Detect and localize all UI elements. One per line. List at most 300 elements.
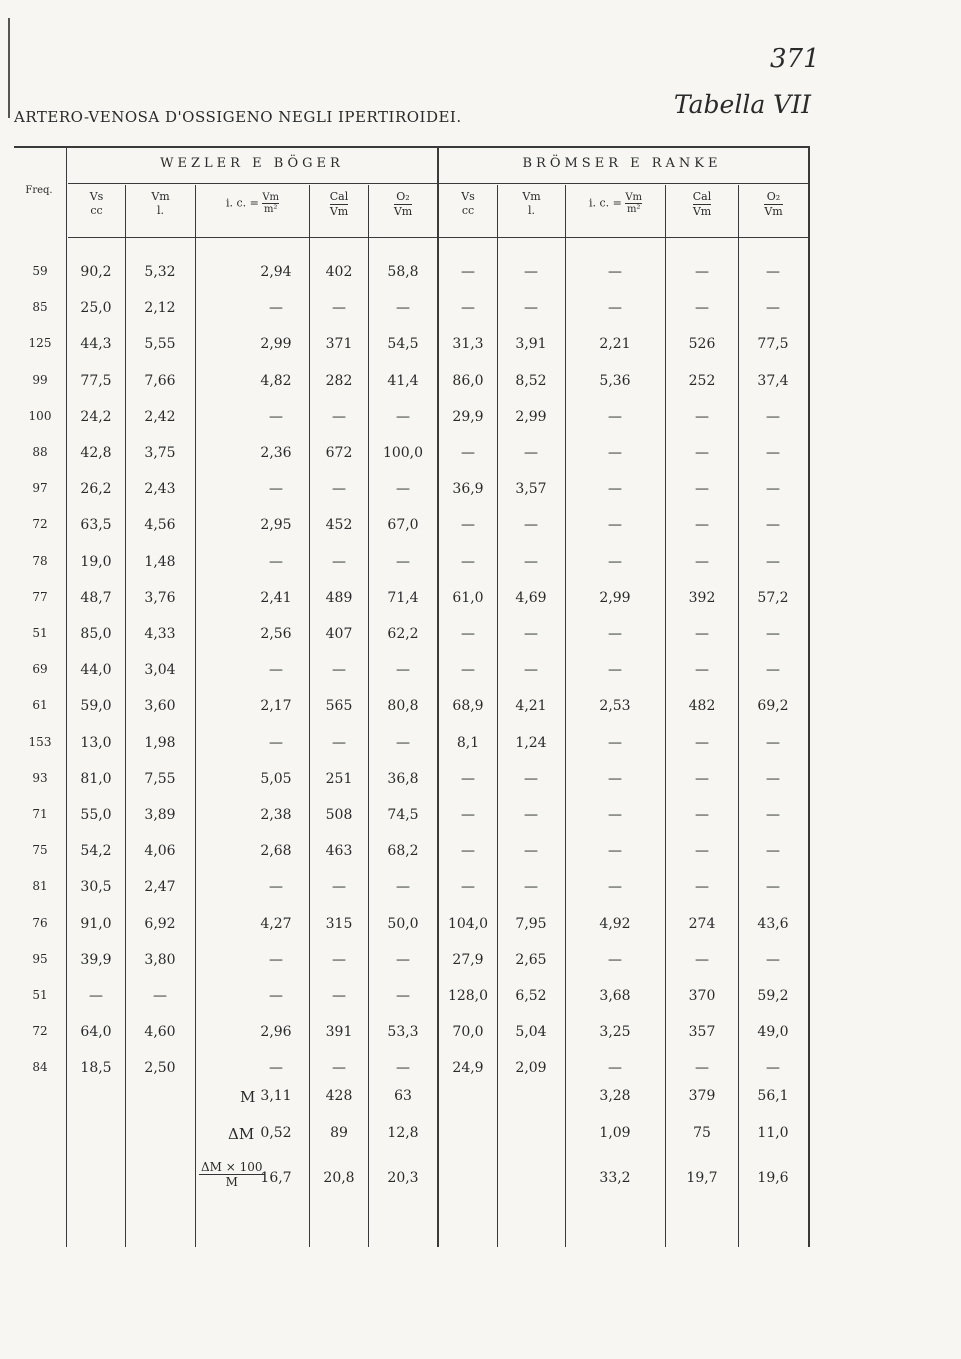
table-cell: 24,9 bbox=[452, 1060, 484, 1077]
col-head-label: Vs bbox=[461, 190, 475, 203]
col-head-unit: Vm bbox=[329, 205, 349, 218]
table-cell: — bbox=[269, 1060, 283, 1077]
table-cell: 370 bbox=[688, 988, 716, 1004]
table-cell: — bbox=[269, 553, 283, 570]
summary-m-label: M bbox=[240, 1088, 256, 1106]
col-head-unit: Vm bbox=[692, 205, 712, 218]
col-head-vs-bromser bbox=[439, 190, 497, 218]
row-freq-cell: 99 bbox=[32, 372, 48, 387]
table-cell: — bbox=[461, 879, 475, 896]
table-cell: 1,98 bbox=[144, 734, 176, 751]
col-head-ic-wezler bbox=[196, 192, 309, 215]
table-cell: 2,94 bbox=[260, 264, 292, 280]
table-cell: — bbox=[332, 481, 346, 498]
table-cell: 2,53 bbox=[599, 698, 631, 715]
row-freq-cell: 125 bbox=[28, 336, 52, 351]
row-freq-cell: 71 bbox=[32, 807, 48, 821]
col-head-o2-wezler bbox=[369, 190, 437, 219]
table-cell: 2,41 bbox=[260, 589, 292, 606]
col-head-ic-fraction bbox=[262, 192, 279, 215]
table-cell: — bbox=[396, 951, 410, 968]
row-freq-cell: 77 bbox=[32, 589, 48, 604]
table-cell: 67,0 bbox=[387, 517, 419, 534]
table-cell: 3,80 bbox=[144, 951, 176, 968]
row-freq-cell: 81 bbox=[32, 879, 48, 894]
table-cell: 4,69 bbox=[515, 589, 547, 606]
scan-edge-mark bbox=[8, 18, 10, 118]
table-cell: — bbox=[766, 843, 780, 860]
table-cell: — bbox=[695, 734, 709, 751]
table-cell: — bbox=[461, 662, 475, 679]
table-cell: — bbox=[766, 445, 780, 461]
table-cell: 36,9 bbox=[452, 481, 484, 498]
table-cell: — bbox=[269, 481, 283, 498]
table-cell: 274 bbox=[688, 915, 716, 932]
table-cell: 3,60 bbox=[144, 698, 176, 715]
table-cell: 2,95 bbox=[260, 517, 292, 534]
summary-ratio-cell: 19,6 bbox=[757, 1170, 789, 1186]
table-cell: 49,0 bbox=[757, 1024, 789, 1041]
table-cell: — bbox=[695, 626, 709, 642]
table-cell: — bbox=[396, 879, 410, 896]
table-cell: — bbox=[332, 988, 346, 1004]
table-cell: — bbox=[461, 264, 475, 280]
table-cell: — bbox=[695, 879, 709, 896]
table-label: Tabella VII bbox=[673, 90, 811, 119]
col-head-ic-prefix: i. c. = bbox=[588, 196, 622, 210]
table-cell: 36,8 bbox=[387, 770, 419, 787]
table-cell: 5,05 bbox=[260, 770, 292, 787]
summary-ratio-num: ΔM × 100 bbox=[201, 1160, 263, 1174]
col-head-label: Vs bbox=[89, 190, 104, 203]
table-cell: 81,0 bbox=[80, 770, 112, 787]
table-cell: 5,04 bbox=[515, 1024, 547, 1041]
col-head-vm-bromser bbox=[498, 190, 565, 218]
table-cell: — bbox=[332, 553, 346, 570]
table-cell: 2,99 bbox=[260, 336, 292, 353]
table-cell: 63,5 bbox=[80, 517, 112, 534]
table-cell: 463 bbox=[325, 843, 353, 860]
row-freq-cell: 69 bbox=[32, 662, 48, 677]
table-cell: 59,0 bbox=[80, 698, 112, 715]
table-cell: 2,38 bbox=[260, 807, 292, 823]
table-cell: 6,92 bbox=[144, 915, 176, 932]
table-top-rule bbox=[14, 146, 810, 148]
row-freq-cell: 93 bbox=[32, 770, 48, 785]
table-cell: 61,0 bbox=[452, 589, 484, 606]
table-cell: — bbox=[695, 264, 709, 280]
table-cell: 508 bbox=[325, 807, 353, 823]
table-cell: — bbox=[524, 843, 538, 860]
table-cell: — bbox=[695, 1060, 709, 1077]
col-head-freq-label: Freq. bbox=[25, 185, 53, 196]
table-cell: — bbox=[524, 517, 538, 534]
table-cell: 2,36 bbox=[260, 445, 292, 461]
table-cell: 5,32 bbox=[144, 264, 176, 280]
summary-ratio-cell: 20,8 bbox=[323, 1170, 355, 1186]
table-cell: 53,3 bbox=[387, 1024, 419, 1041]
table-cell: 7,66 bbox=[144, 372, 176, 389]
table-cell: — bbox=[766, 408, 780, 425]
row-freq-cell: 153 bbox=[28, 734, 52, 749]
table-cell: 4,56 bbox=[144, 517, 176, 534]
table-cell: — bbox=[332, 1060, 346, 1077]
table-cell: 41,4 bbox=[387, 372, 419, 389]
row-freq-cell: 84 bbox=[32, 1060, 48, 1075]
summary-m-cell: 63 bbox=[394, 1088, 412, 1104]
table-cell: — bbox=[269, 951, 283, 968]
col-head-vm-wezler bbox=[126, 190, 195, 218]
table-cell: 62,2 bbox=[387, 626, 419, 642]
table-cell: — bbox=[89, 988, 103, 1004]
col-rule bbox=[665, 185, 666, 1247]
table-cell: 104,0 bbox=[447, 915, 489, 932]
table-cell: — bbox=[695, 770, 709, 787]
table-cell: 59,2 bbox=[757, 988, 789, 1004]
table-cell: — bbox=[524, 553, 538, 570]
table-cell: 44,3 bbox=[80, 336, 112, 353]
table-cell: 3,25 bbox=[599, 1024, 631, 1041]
table-cell: — bbox=[766, 951, 780, 968]
table-cell: 128,0 bbox=[447, 988, 489, 1004]
table-cell: 2,21 bbox=[599, 336, 631, 353]
col-head-unit: l. bbox=[156, 204, 164, 217]
table-cell: — bbox=[153, 988, 167, 1004]
table-cell: 74,5 bbox=[387, 807, 419, 823]
table-cell: 2,43 bbox=[144, 481, 176, 498]
table-cell: — bbox=[461, 517, 475, 534]
row-freq-cell: 75 bbox=[32, 843, 48, 858]
row-freq-cell: 61 bbox=[32, 698, 48, 713]
table-cell: 4,21 bbox=[515, 698, 547, 715]
table-cell: 4,60 bbox=[144, 1024, 176, 1041]
table-cell: — bbox=[269, 408, 283, 425]
table-cell: — bbox=[766, 879, 780, 896]
table-cell: 90,2 bbox=[80, 264, 112, 280]
table-cell: — bbox=[461, 843, 475, 860]
table-cell: — bbox=[524, 445, 538, 461]
table-cell: — bbox=[332, 662, 346, 679]
table-cell: — bbox=[766, 553, 780, 570]
table-cell: — bbox=[269, 300, 283, 317]
table-cell: — bbox=[608, 662, 622, 679]
table-cell: — bbox=[269, 662, 283, 679]
table-cell: — bbox=[269, 988, 283, 1004]
table-cell: 7,95 bbox=[515, 915, 547, 932]
group-rule-wezler bbox=[68, 183, 438, 184]
table-cell: 3,68 bbox=[599, 988, 631, 1004]
col-head-label: Cal bbox=[692, 190, 712, 203]
table-cell: 24,2 bbox=[80, 408, 112, 425]
col-head-unit: Vm bbox=[393, 205, 413, 218]
table-cell: 2,17 bbox=[260, 698, 292, 715]
table-cell: — bbox=[608, 481, 622, 498]
table-cell: 69,2 bbox=[757, 698, 789, 715]
table-cell: — bbox=[332, 951, 346, 968]
table-cell: — bbox=[695, 408, 709, 425]
table-cell: 4,82 bbox=[260, 372, 292, 389]
table-cell: — bbox=[608, 1060, 622, 1077]
summary-m-cell: 3,28 bbox=[599, 1088, 631, 1104]
table-cell: 64,0 bbox=[80, 1024, 112, 1041]
table-cell: — bbox=[608, 807, 622, 823]
col-head-ic-num: Vm bbox=[625, 192, 643, 203]
table-cell: — bbox=[608, 879, 622, 896]
table-cell: — bbox=[766, 481, 780, 498]
table-cell: — bbox=[766, 662, 780, 679]
row-freq-cell: 72 bbox=[32, 517, 48, 532]
table-cell: — bbox=[766, 626, 780, 642]
col-head-cal-bromser bbox=[666, 190, 738, 219]
table-cell: 50,0 bbox=[387, 915, 419, 932]
table-cell: — bbox=[332, 734, 346, 751]
table-cell: 2,50 bbox=[144, 1060, 176, 1077]
table-cell: — bbox=[269, 879, 283, 896]
table-cell: 58,8 bbox=[387, 264, 419, 280]
table-cell: 4,06 bbox=[144, 843, 176, 860]
table-cell: — bbox=[766, 1060, 780, 1077]
table-cell: 3,76 bbox=[144, 589, 176, 606]
table-cell: 2,68 bbox=[260, 843, 292, 860]
table-cell: 68,9 bbox=[452, 698, 484, 715]
col-rule bbox=[738, 185, 739, 1247]
table-cell: — bbox=[695, 445, 709, 461]
table-cell: 5,36 bbox=[599, 372, 631, 389]
page-header: ARTERO-VENOSA D'OSSIGENO NEGLI IPERTIROIDEI. bbox=[14, 108, 462, 126]
table-cell: 407 bbox=[325, 626, 353, 642]
table-cell: 2,09 bbox=[515, 1060, 547, 1077]
summary-ratio-cell: 19,7 bbox=[686, 1170, 718, 1186]
table-cell: — bbox=[766, 734, 780, 751]
table-cell: — bbox=[524, 300, 538, 317]
table-cell: 2,99 bbox=[515, 408, 547, 425]
row-freq-cell: 76 bbox=[32, 915, 48, 930]
table-cell: 3,57 bbox=[515, 481, 547, 498]
table-cell: 42,8 bbox=[80, 445, 112, 461]
group-rule-bromser bbox=[438, 183, 808, 184]
table-cell: 48,7 bbox=[80, 589, 112, 606]
table-cell: 43,6 bbox=[757, 915, 789, 932]
table-cell: — bbox=[461, 300, 475, 317]
table-cell: — bbox=[695, 843, 709, 860]
table-cell: 55,0 bbox=[80, 807, 112, 823]
table-cell: 85,0 bbox=[80, 626, 112, 642]
table-cell: 80,8 bbox=[387, 698, 419, 715]
page-number: 371 bbox=[770, 44, 820, 74]
row-freq-cell: 72 bbox=[32, 1024, 48, 1039]
table-cell: — bbox=[524, 770, 538, 787]
table-cell: 5,55 bbox=[144, 336, 176, 353]
table-cell: 3,04 bbox=[144, 662, 176, 679]
table-cell: 54,5 bbox=[387, 336, 419, 353]
table-cell: 100,0 bbox=[382, 445, 424, 461]
summary-m-cell: 379 bbox=[688, 1088, 716, 1104]
table-cell: — bbox=[461, 807, 475, 823]
table-cell: 402 bbox=[325, 264, 353, 280]
table-cell: — bbox=[396, 734, 410, 751]
col-rule bbox=[808, 147, 810, 1247]
table-cell: 2,56 bbox=[260, 626, 292, 642]
table-cell: — bbox=[461, 626, 475, 642]
table-cell: 482 bbox=[688, 698, 716, 715]
table-cell: — bbox=[524, 807, 538, 823]
table-cell: 54,2 bbox=[80, 843, 112, 860]
table-cell: 357 bbox=[688, 1024, 716, 1041]
table-cell: 251 bbox=[325, 770, 353, 787]
table-cell: 2,96 bbox=[260, 1024, 292, 1041]
col-head-unit: cc bbox=[90, 204, 103, 217]
col-head-cal-wezler bbox=[310, 190, 368, 219]
summary-ratio-den: M bbox=[225, 1175, 238, 1189]
table-cell: — bbox=[332, 300, 346, 317]
table-cell: 44,0 bbox=[80, 662, 112, 679]
table-cell: — bbox=[695, 553, 709, 570]
table-cell: — bbox=[524, 662, 538, 679]
table-cell: 452 bbox=[325, 517, 353, 534]
col-head-o2-bromser bbox=[739, 190, 808, 219]
table-cell: 4,33 bbox=[144, 626, 176, 642]
table-cell: 1,24 bbox=[515, 734, 547, 751]
col-head-label: Cal bbox=[329, 190, 349, 203]
summary-m-cell: 428 bbox=[325, 1088, 353, 1104]
table-cell: — bbox=[608, 734, 622, 751]
row-freq-cell: 88 bbox=[32, 445, 48, 459]
table-cell: 25,0 bbox=[80, 300, 112, 317]
table-cell: 31,3 bbox=[452, 336, 484, 353]
group-title-bromser: BRÖMSER E RANKE bbox=[522, 156, 722, 171]
table-cell: 672 bbox=[325, 445, 353, 461]
row-freq-cell: 51 bbox=[32, 988, 48, 1002]
col-head-ic-den: m² bbox=[626, 204, 641, 215]
summary-m-cell: 56,1 bbox=[757, 1088, 789, 1104]
table-cell: 3,89 bbox=[144, 807, 176, 823]
table-cell: — bbox=[461, 553, 475, 570]
table-cell: 4,27 bbox=[260, 915, 292, 932]
table-cell: 18,5 bbox=[80, 1060, 112, 1077]
table-cell: 77,5 bbox=[757, 336, 789, 353]
col-head-ic-den: m² bbox=[263, 204, 278, 215]
table-cell: — bbox=[766, 807, 780, 823]
summary-dm-cell: 89 bbox=[330, 1125, 348, 1141]
table-cell: — bbox=[524, 626, 538, 642]
table-cell: 391 bbox=[325, 1024, 353, 1041]
table-cell: — bbox=[608, 951, 622, 968]
summary-dm-cell: 11,0 bbox=[757, 1125, 789, 1141]
table-cell: 27,9 bbox=[452, 951, 484, 968]
table-cell: — bbox=[695, 951, 709, 968]
table-cell: 2,65 bbox=[515, 951, 547, 968]
table-cell: 91,0 bbox=[80, 915, 112, 932]
summary-dm-cell: 0,52 bbox=[260, 1125, 292, 1141]
table-cell: — bbox=[608, 517, 622, 534]
table-cell: 565 bbox=[325, 698, 353, 715]
table-cell: — bbox=[608, 445, 622, 461]
table-cell: 392 bbox=[688, 589, 716, 606]
table-cell: 252 bbox=[688, 372, 716, 389]
table-cell: 2,99 bbox=[599, 589, 631, 606]
table-cell: 8,52 bbox=[515, 372, 547, 389]
row-freq-cell: 100 bbox=[28, 408, 52, 423]
table-cell: 29,9 bbox=[452, 408, 484, 425]
table-cell: — bbox=[608, 553, 622, 570]
table-cell: 282 bbox=[325, 372, 353, 389]
table-cell: — bbox=[766, 517, 780, 534]
table-cell: 2,12 bbox=[144, 300, 176, 317]
row-freq-cell: 51 bbox=[32, 626, 48, 640]
col-head-unit: Vm bbox=[764, 205, 783, 218]
col-head-label: Vm bbox=[522, 190, 541, 203]
table-cell: — bbox=[269, 734, 283, 751]
table-cell: — bbox=[608, 843, 622, 860]
table-cell: 86,0 bbox=[452, 372, 484, 389]
table-cell: 1,48 bbox=[144, 553, 176, 570]
table-cell: 30,5 bbox=[80, 879, 112, 896]
summary-dm-cell: 1,09 bbox=[599, 1125, 631, 1141]
table-cell: — bbox=[766, 264, 780, 280]
table-cell: — bbox=[695, 300, 709, 317]
table-cell: — bbox=[461, 770, 475, 787]
table-cell: — bbox=[461, 445, 475, 461]
col-head-unit: l. bbox=[527, 204, 535, 217]
table-cell: 19,0 bbox=[80, 553, 112, 570]
row-freq-cell: 97 bbox=[32, 481, 48, 496]
table-cell: — bbox=[524, 264, 538, 280]
table-cell: — bbox=[766, 770, 780, 787]
table-cell: 13,0 bbox=[80, 734, 112, 751]
table-cell: — bbox=[695, 662, 709, 679]
table-cell: 26,2 bbox=[80, 481, 112, 498]
group-title-wezler: WEZLER E BÖGER bbox=[160, 156, 344, 171]
table-cell: — bbox=[608, 770, 622, 787]
table-cell: 71,4 bbox=[387, 589, 419, 606]
col-head-ic-num: Vm bbox=[262, 192, 280, 203]
col-rule bbox=[195, 185, 196, 1247]
col-head-ic-fraction bbox=[625, 192, 642, 215]
col-head-freq bbox=[14, 184, 64, 198]
table-cell: 371 bbox=[325, 336, 353, 353]
table-cell: 70,0 bbox=[452, 1024, 484, 1041]
table-cell: 8,1 bbox=[456, 734, 480, 751]
summary-ratio-cell: 33,2 bbox=[599, 1170, 631, 1186]
table-cell: 6,52 bbox=[515, 988, 547, 1004]
table-cell: 2,47 bbox=[144, 879, 176, 896]
table-cell: — bbox=[396, 300, 410, 317]
summary-dm-label: ΔM bbox=[228, 1125, 255, 1143]
table-cell: — bbox=[396, 1060, 410, 1077]
table-cell: — bbox=[695, 807, 709, 823]
col-head-ic-prefix: i. c. = bbox=[225, 196, 259, 210]
table-cell: 3,75 bbox=[144, 445, 176, 461]
table-cell: — bbox=[608, 300, 622, 317]
table-cell: — bbox=[766, 300, 780, 317]
table-cell: — bbox=[695, 481, 709, 498]
col-rule bbox=[565, 185, 566, 1247]
table-cell: 489 bbox=[325, 589, 353, 606]
table-cell: 4,92 bbox=[599, 915, 631, 932]
col-head-label: O₂ bbox=[394, 190, 412, 205]
summary-ratio-cell: 16,7 bbox=[260, 1170, 292, 1186]
table-cell: — bbox=[608, 626, 622, 642]
table-cell: 3,91 bbox=[515, 336, 547, 353]
summary-m-cell: 3,11 bbox=[260, 1088, 292, 1104]
table-cell: — bbox=[332, 408, 346, 425]
col-head-label: Vm bbox=[151, 190, 170, 203]
row-freq-cell: 95 bbox=[32, 951, 48, 966]
row-freq-cell: 78 bbox=[32, 553, 48, 568]
col-head-ic-bromser bbox=[566, 192, 665, 215]
summary-dm-cell: 12,8 bbox=[387, 1125, 419, 1141]
col-head-label: O₂ bbox=[764, 190, 782, 205]
